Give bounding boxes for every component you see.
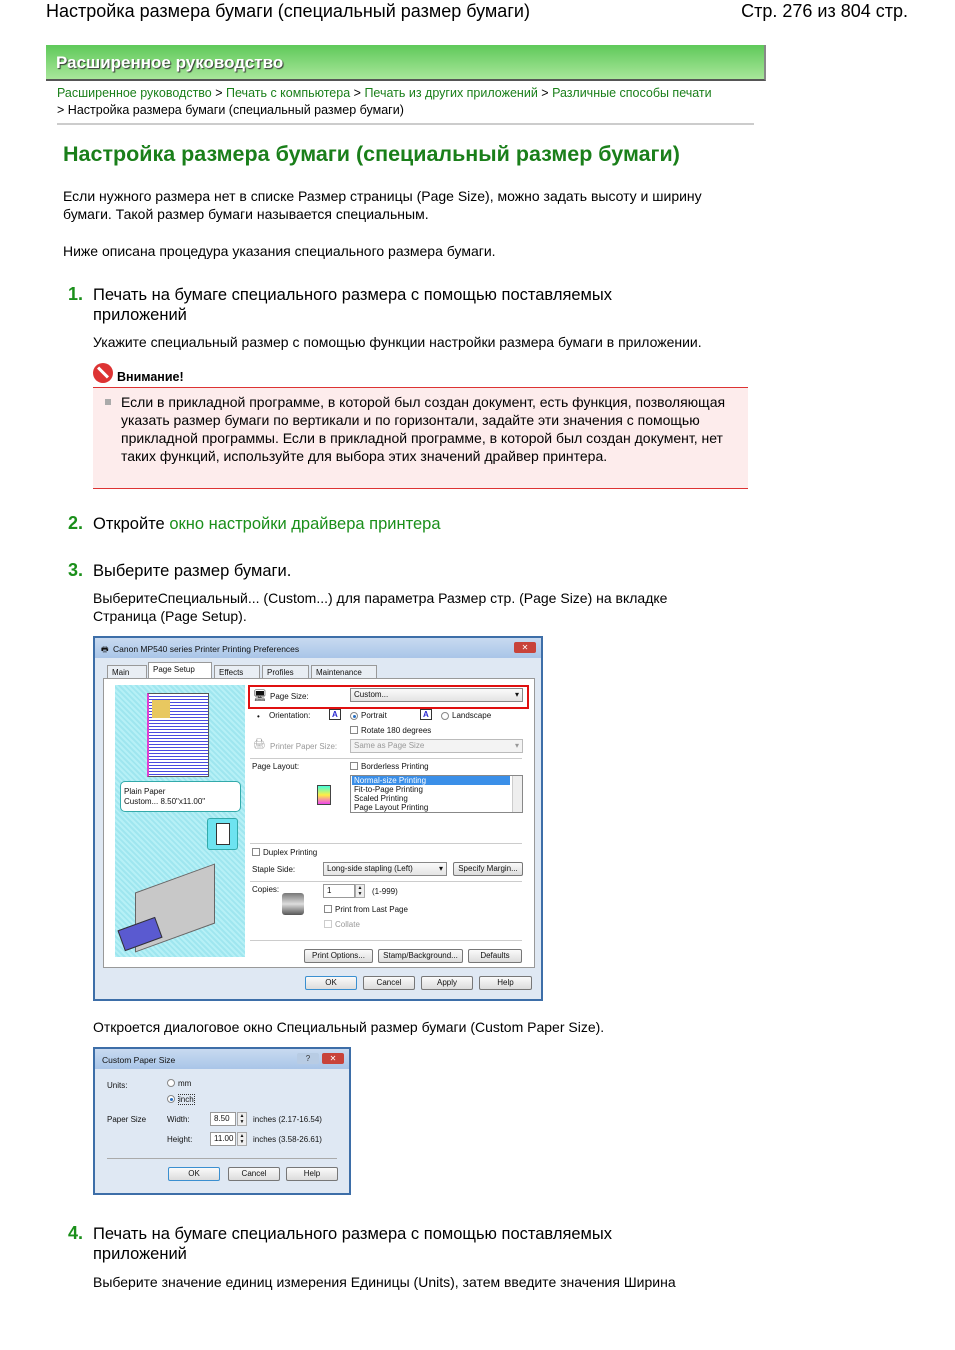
rotate-checkbox[interactable]	[350, 726, 358, 734]
help-button[interactable]: Help	[286, 1167, 338, 1181]
width-input[interactable]: 8.50	[210, 1112, 236, 1126]
ok-button[interactable]: OK	[305, 976, 357, 990]
warning-text: Если в прикладной программе, в которой был создан документ, есть функция, позволяющая указать размер бумаги по вертикали и по горизонтали, задайте эти значения с помощью прикладной программы. Если в прикладной программе, в которой был создан документ, нет таких функций, используйте для выбора этих значений драйвер принтера.	[121, 394, 726, 464]
driver-settings-link[interactable]: окно настройки драйвера принтера	[169, 515, 441, 533]
step-number: 2.	[68, 513, 84, 533]
copies-stepper[interactable]: ▲ ▼	[355, 884, 365, 898]
intro-paragraph: Ниже описана процедура указания специального размера бумаги.	[63, 243, 496, 259]
width-label: Width:	[167, 1115, 190, 1124]
print-options-button[interactable]: Print Options...	[304, 949, 373, 963]
page-preview	[147, 693, 209, 777]
landscape-icon: A	[420, 709, 432, 720]
printer-paper-icon: 🖨	[253, 739, 266, 750]
print-last-checkbox[interactable]	[324, 905, 332, 913]
rotate-label: Rotate 180 degrees	[361, 726, 432, 735]
step-title: Откройте окно настройки драйвера принтера	[93, 515, 441, 533]
page-orientation-icon	[207, 818, 238, 850]
portrait-radio[interactable]	[350, 712, 358, 720]
height-range: inches (3.58-26.61)	[253, 1135, 322, 1144]
orientation-label: Orientation:	[269, 711, 311, 720]
dialog-title: Custom Paper Size	[102, 1055, 176, 1065]
divider	[250, 881, 522, 882]
dialog-title: Canon MP540 series Printer Printing Preferences	[113, 644, 300, 654]
borderless-checkbox[interactable]	[350, 762, 358, 770]
layout-option[interactable]: Page Layout Printing	[354, 803, 429, 812]
portrait-label: Portrait	[361, 711, 387, 720]
inch-radio[interactable]	[167, 1095, 175, 1103]
height-stepper[interactable]: ▲ ▼	[237, 1132, 247, 1146]
warning-title: Внимание!	[117, 370, 184, 384]
height-label: Height:	[167, 1135, 193, 1144]
tab-main[interactable]: Main	[107, 665, 147, 678]
landscape-label: Landscape	[452, 711, 492, 720]
breadcrumb-link[interactable]: Печать из других приложений	[364, 86, 538, 100]
banner	[46, 45, 766, 81]
page-layout-list[interactable]	[350, 775, 523, 813]
landscape-radio[interactable]	[441, 712, 449, 720]
step-title: Печать на бумаге специального размера с помощью поставляемых приложений	[93, 286, 613, 324]
sep: >	[215, 86, 223, 100]
help-icon[interactable]: ?	[297, 1053, 319, 1064]
divider	[107, 1158, 337, 1159]
printing-preferences-screenshot	[93, 636, 543, 1001]
printer-paper-select[interactable]: Same as Page Size ▾	[350, 739, 523, 753]
warning-icon	[93, 363, 113, 383]
breadcrumb-link[interactable]: Различные способы печати	[552, 86, 712, 100]
warning-box	[93, 387, 748, 489]
print-last-label: Print from Last Page	[335, 905, 408, 914]
bullet-icon	[105, 399, 111, 405]
step-text: Откроется диалоговое окно Специальный размер бумаги (Custom Paper Size).	[93, 1019, 605, 1035]
tab-profiles[interactable]: Profiles	[262, 665, 309, 678]
page-counter: Стр. 276 из 804 стр.	[741, 1, 908, 21]
divider	[57, 123, 754, 125]
tab-effects[interactable]: Effects	[214, 665, 260, 678]
specify-margin-button[interactable]: Specify Margin...	[453, 862, 523, 876]
divider	[250, 758, 522, 759]
apply-button[interactable]: Apply	[421, 976, 473, 990]
sep: >	[541, 86, 549, 100]
scrollbar[interactable]	[512, 776, 522, 812]
sep: >	[353, 86, 361, 100]
breadcrumb-link[interactable]: Расширенное руководство	[57, 86, 212, 100]
help-button[interactable]: Help	[479, 976, 532, 990]
stamp-background-button[interactable]: Stamp/Background...	[378, 949, 463, 963]
duplex-checkbox[interactable]	[252, 848, 260, 856]
page-layout-label: Page Layout:	[252, 762, 300, 771]
breadcrumb-current: Настройка размера бумаги (специальный размер бумаги)	[67, 103, 404, 117]
page-title: Настройка размера бумаги (специальный размер бумаги)	[63, 142, 680, 166]
step-title: Печать на бумаге специального размера с помощью поставляемых приложений	[93, 1225, 613, 1263]
page-size-label: Page Size:	[270, 692, 309, 701]
page-header-title: Настройка размера бумаги (специальный размер бумаги)	[46, 1, 530, 21]
borderless-label: Borderless Printing	[361, 762, 429, 771]
ok-button[interactable]: OK	[168, 1167, 220, 1181]
step-number: 1.	[68, 284, 84, 304]
banner-title: Расширенное руководство	[56, 53, 284, 72]
page-size-icon: 🖥	[253, 690, 267, 702]
staple-side-label: Staple Side:	[252, 865, 296, 874]
layout-option[interactable]: Normal-size Printing	[352, 776, 510, 785]
preview-media: Plain Paper	[124, 787, 166, 796]
intro-paragraph: Если нужного размера нет в списке Размер страницы (Page Size), можно задать высоту и ширину бумаги. Такой размер бумаги называется специальным.	[63, 188, 702, 222]
bullet-icon: •	[257, 712, 260, 721]
paper-size-label: Paper Size	[107, 1115, 147, 1124]
tab-maintenance[interactable]: Maintenance	[311, 665, 377, 678]
height-input[interactable]: 11.00	[210, 1132, 236, 1146]
inch-label: inch	[179, 1095, 194, 1104]
printer-icon: 🖶	[101, 645, 109, 654]
step-number: 4.	[68, 1223, 84, 1243]
custom-paper-size-screenshot	[93, 1047, 351, 1195]
copies-icon	[282, 893, 304, 915]
copies-label: Copies:	[252, 885, 280, 894]
close-icon[interactable]: ✕	[514, 642, 536, 653]
step-text: Укажите специальный размер с помощью функции настройки размера бумаги в приложении.	[93, 334, 702, 350]
cancel-button[interactable]: Cancel	[363, 976, 415, 990]
printer-paper-label: Printer Paper Size:	[270, 742, 338, 751]
close-icon[interactable]: ✕	[322, 1053, 344, 1064]
cancel-button[interactable]: Cancel	[228, 1167, 280, 1181]
step-text: ВыберитеСпециальный... (Custom...) для параметра Размер стр. (Page Size) на вкладке Страница (Page Setup).	[93, 590, 668, 624]
preview-size: Custom... 8.50"x11.00"	[124, 797, 206, 806]
collate-label: Collate	[335, 920, 360, 929]
layout-option[interactable]: Fit-to-Page Printing	[354, 785, 423, 794]
defaults-button[interactable]: Defaults	[468, 949, 522, 963]
breadcrumb-link[interactable]: Печать с компьютера	[226, 86, 351, 100]
collate-checkbox[interactable]	[324, 920, 332, 928]
width-stepper[interactable]: ▲ ▼	[237, 1112, 247, 1126]
layout-option[interactable]: Scaled Printing	[354, 794, 408, 803]
mm-label: mm	[178, 1079, 192, 1088]
copies-range: (1-999)	[372, 887, 398, 896]
layout-icon	[317, 785, 331, 805]
portrait-icon: A	[329, 709, 341, 720]
units-label: Units:	[107, 1081, 128, 1090]
divider	[250, 843, 522, 844]
image-icon	[152, 700, 170, 718]
tab-page-setup[interactable]: Page Setup	[148, 662, 212, 679]
step-text: Выберите значение единиц измерения Единицы (Units), затем введите значения Ширина	[93, 1274, 676, 1290]
width-range: inches (2.17-16.54)	[253, 1115, 322, 1124]
sep: >	[57, 103, 65, 117]
step-title: Выберите размер бумаги.	[93, 562, 292, 580]
breadcrumb	[57, 85, 757, 119]
copies-input[interactable]: 1	[323, 884, 355, 898]
mm-radio[interactable]	[167, 1079, 175, 1087]
staple-side-select[interactable]: Long-side stapling (Left) ▾	[323, 862, 447, 876]
duplex-label: Duplex Printing	[263, 848, 318, 857]
step-number: 3.	[68, 560, 84, 580]
page-size-select[interactable]: Custom... ▾	[350, 688, 523, 702]
divider	[250, 940, 522, 941]
